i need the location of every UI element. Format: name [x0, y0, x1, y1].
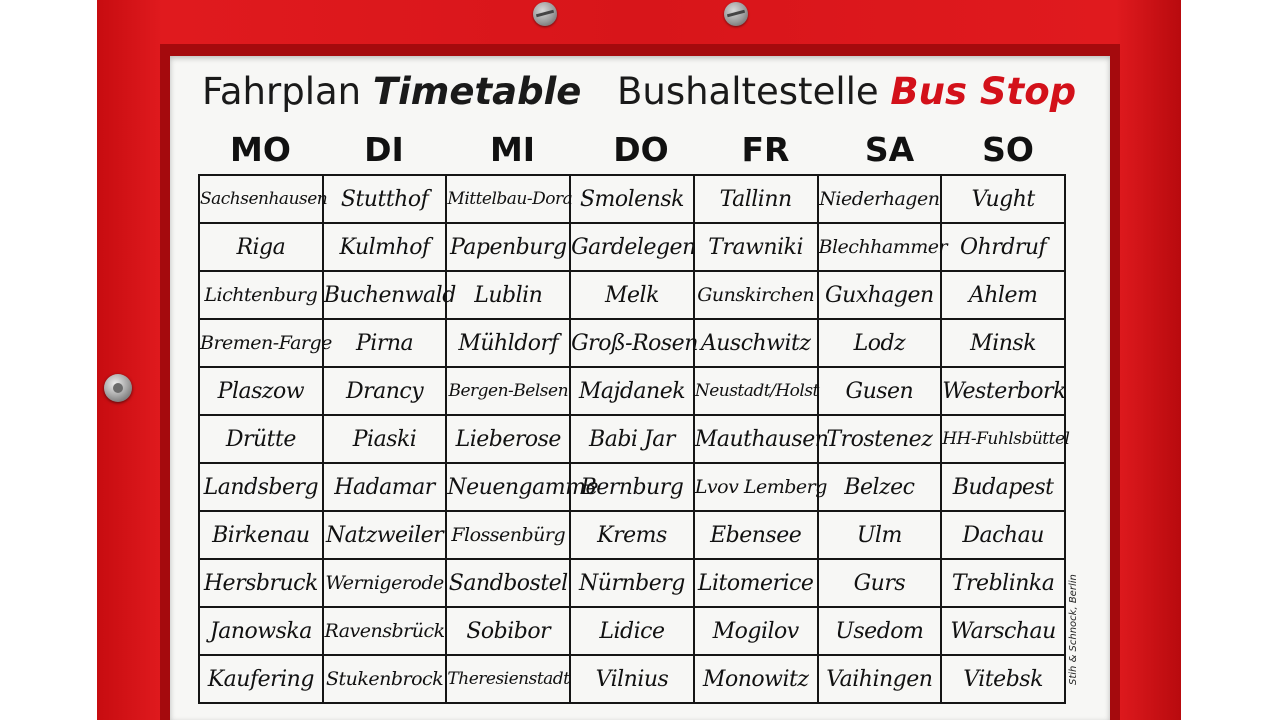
table-cell: Vaihingen	[818, 655, 942, 703]
table-cell: Guxhagen	[818, 271, 942, 319]
table-cell: Nürnberg	[570, 559, 694, 607]
table-row	[199, 271, 1065, 319]
table-cell: Lidice	[570, 607, 694, 655]
table-cell: Birkenau	[199, 511, 323, 559]
table-cell: Budapest	[941, 463, 1065, 511]
table-cell: Neuengamme	[446, 463, 570, 511]
table-cell: Kulmhof	[323, 223, 447, 271]
table-cell: Vitebsk	[941, 655, 1065, 703]
table-row	[199, 463, 1065, 511]
table-cell: Lodz	[818, 319, 942, 367]
table-cell: Buchenwald	[323, 271, 447, 319]
table-row	[199, 223, 1065, 271]
table-cell: Hadamar	[323, 463, 447, 511]
table-cell: Plaszow	[199, 367, 323, 415]
table-cell: Westerbork	[941, 367, 1065, 415]
table-cell: Pirna	[323, 319, 447, 367]
day-header: DO	[613, 130, 669, 169]
table-cell: Trawniki	[694, 223, 818, 271]
table-cell: Gurs	[818, 559, 942, 607]
table-cell: Trostenez	[818, 415, 942, 463]
table-cell: Krems	[570, 511, 694, 559]
table-cell: Natzweiler	[323, 511, 447, 559]
table-cell: Belzec	[818, 463, 942, 511]
table-row	[199, 511, 1065, 559]
table-cell: Gunskirchen	[694, 271, 818, 319]
title-left	[202, 70, 581, 113]
table-cell: Kaufering	[199, 655, 323, 703]
day-header: MO	[230, 130, 291, 169]
table-cell: Vught	[941, 175, 1065, 223]
title-de: Fahrplan	[202, 70, 362, 113]
table-cell: Mauthausen	[694, 415, 818, 463]
table-cell: Piaski	[323, 415, 447, 463]
artist-credit: Stih & Schnock, Berlin	[1068, 574, 1079, 686]
table-cell: Lvov Lemberg	[694, 463, 818, 511]
table-cell: Theresienstadt	[446, 655, 570, 703]
table-cell: Papenburg	[446, 223, 570, 271]
screw-icon	[724, 2, 748, 26]
table-cell: Ohrdruf	[941, 223, 1065, 271]
table-cell: Lichtenburg	[199, 271, 323, 319]
table-cell: Groß-Rosen	[570, 319, 694, 367]
day-header: SA	[864, 130, 915, 169]
timetable-grid	[198, 174, 1070, 704]
table-cell: Lublin	[446, 271, 570, 319]
bus-stop-de: Bushaltestelle	[617, 70, 879, 113]
table-cell: Wernigerode	[323, 559, 447, 607]
table-cell: Drütte	[199, 415, 323, 463]
table-cell: Mittelbau-Dora	[446, 175, 570, 223]
table-row	[199, 415, 1065, 463]
table-cell: Niederhagen	[818, 175, 942, 223]
title-en: Timetable	[372, 70, 582, 113]
title-right	[617, 70, 1076, 113]
table-cell: Landsberg	[199, 463, 323, 511]
day-header: SO	[982, 130, 1034, 169]
table-cell: Usedom	[818, 607, 942, 655]
table-cell: Bernburg	[570, 463, 694, 511]
table-cell: Minsk	[941, 319, 1065, 367]
table-cell: Stukenbrock	[323, 655, 447, 703]
table-row	[199, 607, 1065, 655]
table-cell: Treblinka	[941, 559, 1065, 607]
table-cell: Mogilov	[694, 607, 818, 655]
table-row	[199, 367, 1065, 415]
table-cell: Sandbostel	[446, 559, 570, 607]
table-cell: Bremen-Farge	[199, 319, 323, 367]
table-cell: Lieberose	[446, 415, 570, 463]
table-cell: Vilnius	[570, 655, 694, 703]
table-cell: Ulm	[818, 511, 942, 559]
table-cell: Mühldorf	[446, 319, 570, 367]
table-cell: Gardelegen	[570, 223, 694, 271]
table-cell: Hersbruck	[199, 559, 323, 607]
bus-stop-en: Bus Stop	[890, 70, 1077, 113]
table-cell: Gusen	[818, 367, 942, 415]
table-cell: Bergen-Belsen	[446, 367, 570, 415]
table-cell: Janowska	[199, 607, 323, 655]
table-cell: Drancy	[323, 367, 447, 415]
table-cell: Melk	[570, 271, 694, 319]
table-cell: Auschwitz	[694, 319, 818, 367]
table-cell: Monowitz	[694, 655, 818, 703]
table-cell: Sobibor	[446, 607, 570, 655]
table-row	[199, 559, 1065, 607]
table-cell: Smolensk	[570, 175, 694, 223]
table-cell: Neustadt/Holst	[694, 367, 818, 415]
screw-icon	[533, 2, 557, 26]
day-header-row	[198, 128, 1066, 172]
day-header: DI	[364, 130, 404, 169]
table-cell: Ebensee	[694, 511, 818, 559]
table-cell: Ahlem	[941, 271, 1065, 319]
table-cell: Flossenbürg	[446, 511, 570, 559]
table-cell: Babi Jar	[570, 415, 694, 463]
table-cell: Riga	[199, 223, 323, 271]
table-cell: Blechhammer	[818, 223, 942, 271]
table-cell: HH-Fuhlsbüttel	[941, 415, 1065, 463]
table-cell: Sachsenhausen	[199, 175, 323, 223]
table-row	[199, 655, 1065, 703]
table-cell: Dachau	[941, 511, 1065, 559]
table-cell: Litomerice	[694, 559, 818, 607]
table-row	[199, 175, 1065, 223]
lock-icon	[104, 374, 132, 402]
table-cell: Ravensbrück	[323, 607, 447, 655]
table-cell: Stutthof	[323, 175, 447, 223]
table-cell: Warschau	[941, 607, 1065, 655]
table-cell: Majdanek	[570, 367, 694, 415]
day-header: MI	[489, 130, 536, 169]
day-header: FR	[741, 130, 790, 169]
table-cell: Tallinn	[694, 175, 818, 223]
table-row	[199, 319, 1065, 367]
